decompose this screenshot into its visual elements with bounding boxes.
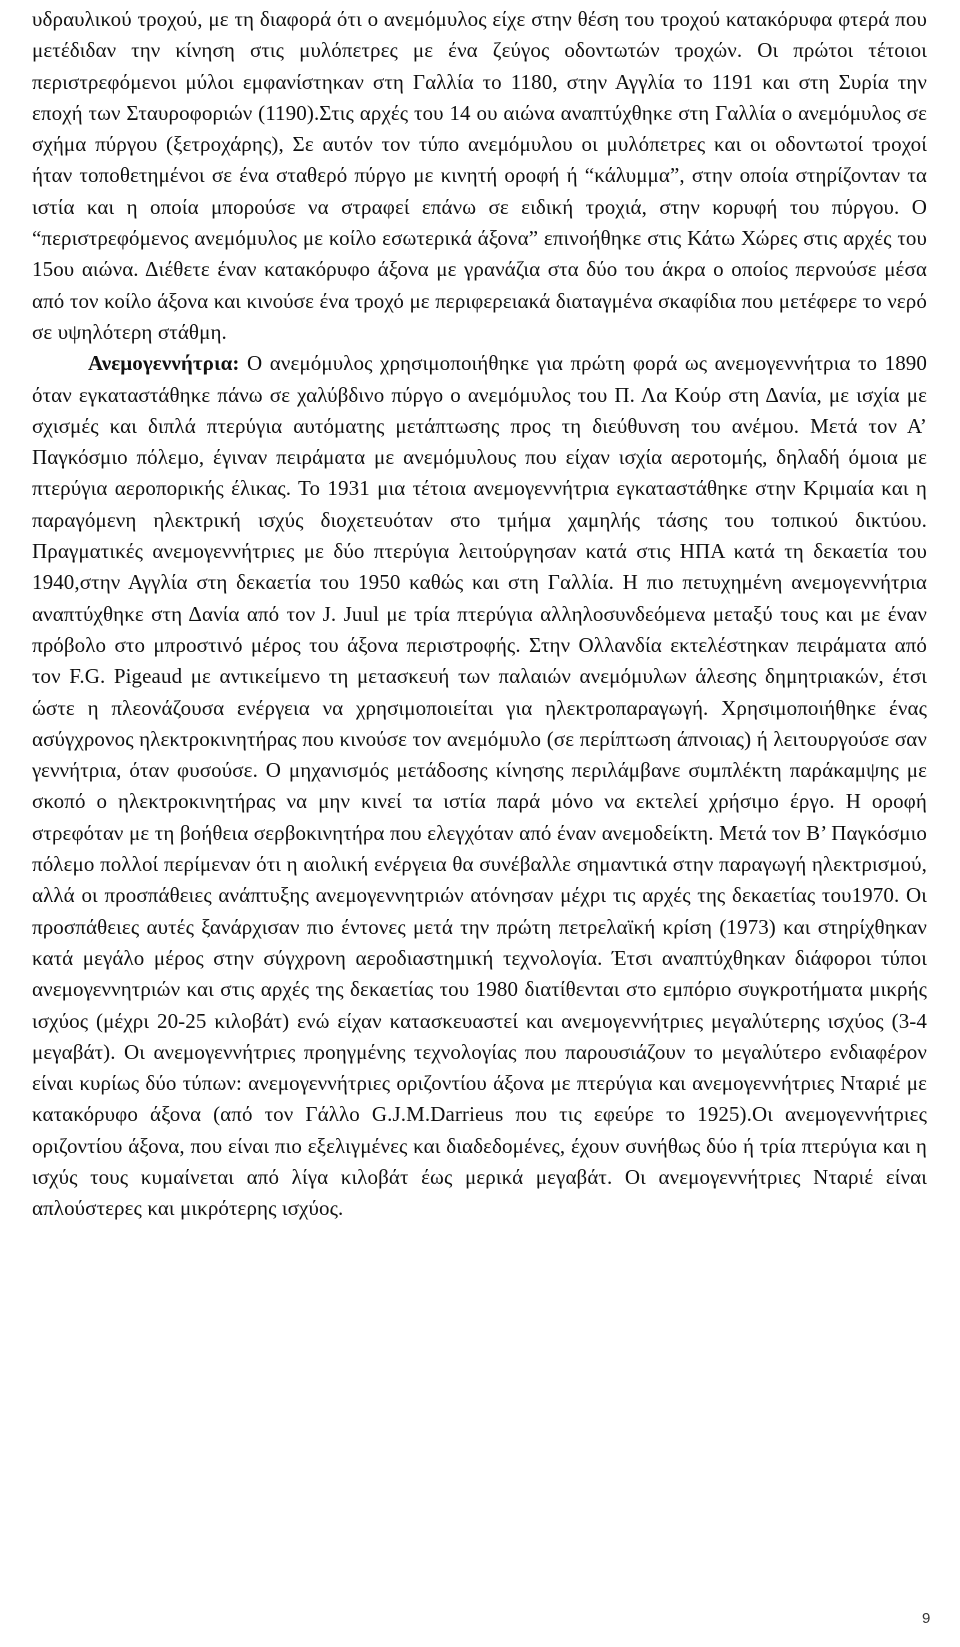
paragraph-wind-generator-text: Ο ανεμόμυλος χρησιμοποιήθηκε για πρώτη φορά ως ανεμογεννήτρια το 1890 όταν εγκαταστάθηκε πάνω σε χαλύβδινο πύργο ο ανεμόμυλος του Π. Λα Κούρ στη Δανία, με ισχία με σχισμές και διπλά πτερύγια αυτόματης μετάπτωσης προς τη διεύθυνση του ανέμου. Μετά τον Α’ Παγκόσμιο πόλεμο, έγιναν πειράματα με ανεμόμυλους που είχαν ισχία αεροτομής, δηλαδή όμοια με πτερύγια αεροπορικής έλικας. Το 1931 μια τέτοια ανεμογεννήτρια εγκαταστάθηκε στην Κριμαία και η παραγόμενη ηλεκτρική ισχύς διοχετευόταν στο τμήμα χαμηλής τάσης του τοπικού δικτύου. Πραγματικές ανεμογεννήτριες με δύο πτερύγια λειτούργησαν κατά στις ΗΠΑ κατά τη δεκαετία του 1940,στην Αγγλία στη δεκαετία του 1950 καθώς και στη Γαλλία. Η πιο πετυχημένη ανεμογεννήτρια αναπτύχθηκε στη Δανία από τον J. Juul με τρία πτερύγια αλληλοσυνδεόμενα μεταξύ τους και με έναν πρόβολο στο μπροστινό μέρος του άξονα περιστροφής. Στην Ολλανδία εκτελέστηκαν πειράματα από τον F.G. Pigeaud με αντικείμενο τη μετασκευή των παλαιών ανεμόμυλων άλεσης δημητριακών, έτσι ώστε η πλεονάζουσα ενέργεια να χρησιμοποιείται για ηλεκτροπαραγωγή. Χρησιμοποιήθηκε ένας ασύγχρονος ηλεκτροκινητήρας που κινούσε τον ανεμόμυλο (σε περίπτωση άπνοιας) ή λειτουργούσε σαν γεννήτρια, όταν φυσούσε. Ο μηχανισμός μετάδοσης κίνησης περιλάμβανε συμπλέκτη παράκαμψης με σκοπό ο ηλεκτροκινητήρας να μην κινεί τα ιστία παρά μόνο να εκτελεί χρήσιμο έργο. Η οροφή στρεφόταν με τη βοήθεια σερβοκινητήρα που ελεγχόταν από έναν ανεμοδείκτη. Μετά τον Β’ Παγκόσμιο πόλεμο πολλοί περίμεναν ότι η αιολική ενέργεια θα συνέβαλλε σημαντικά στην παραγωγή ηλεκτρισμού, αλλά οι προσπάθειες ανάπτυξης ανεμογεννητριών ατόνησαν μέχρι τις αρχές της δεκαετίας του1970. Οι προσπάθειες αυτές ξανάρχισαν πιο έντονες μετά την πρώτη πετρελαϊκή κρίση (1973) και στηρίχθηκαν κατά μεγάλο μέρος στην σύγχρονη αεροδιαστημική τεχνολογία. Έτσι αναπτύχθηκαν διάφοροι τύποι ανεμογεννητριών και στις αρχές της δεκαετίας του 1980 διατίθενται στο εμπόριο συγκροτήματα μικρής ισχύος (μέχρι 20-25 κιλοβάτ) ενώ είχαν κατασκευαστεί και ανεμογεννήτριες μεγαλύτερης ισχύος (3-4 μεγαβάτ). Οι ανεμογεννήτριες προηγμένης τεχνολογίας που παρουσιάζουν το μεγαλύτερο ενδιαφέρον είναι κυρίως δύο τύπων: ανεμογεννήτριες οριζοντίου άξονα με πτερύγια και ανεμογεννήτριες Νταριέ με κατακόρυφο άξονα (από τον Γάλλο G.J.M.Darrieus που τις εφεύρε το 1925).Οι ανεμογεννήτριες οριζοντίου άξονα, που είναι πιο εξελιγμένες και διαδεδομένες, έχουν συνήθως δύο ή τρία πτερύγια και η ισχύς τους κυμαίνεται από λίγα κιλοβάτ έως μερικά μεγαβάτ. Οι ανεμογεννήτριες Νταριέ είναι απλούστερες και μικρότερης ισχύος.	[32, 351, 927, 1221]
section-term-wind-generator: Ανεμογεννήτρια:	[88, 351, 240, 376]
document-body	[32, 4, 927, 1225]
paragraph-wind-generator	[32, 348, 927, 1224]
page-number: 9	[922, 1610, 931, 1627]
paragraph-windmill-history: υδραυλικού τροχού, με τη διαφορά ότι ο ανεμόμυλος είχε στην θέση του τροχού κατακόρυφα φτερά που μετέδιδαν την κίνηση στις μυλόπετρες με ένα ζεύγος οδοντωτών τροχών. Οι πρώτοι τέτοιοι περιστρεφόμενοι μύλοι εμφανίστηκαν στη Γαλλία το 1180, στην Αγγλία το 1191 και στη Συρία την εποχή των Σταυροφοριών (1190).Στις αρχές του 14 ου αιώνα αναπτύχθηκε στη Γαλλία ο ανεμόμυλος σε σχήμα πύργου (ξετροχάρης), Σε αυτόν τον τύπο ανεμόμυλου οι μυλόπετρες και οι οδοντωτοί τροχοί ήταν τοποθετημένοι σε ένα σταθερό πύργο με κινητή οροφή ή “κάλυμμα”, στην οποία στηρίζονταν τα ιστία και η οποία μπορούσε να στραφεί επάνω σε ειδική τροχιά, στην κορυφή του πύργου. Ο “περιστρεφόμενος ανεμόμυλος με κοίλο εσωτερικά άξονα” επινοήθηκε στις Κάτω Χώρες στις αρχές του 15ου αιώνα. Διέθετε έναν κατακόρυφο άξονα με γρανάζια στα δύο του άκρα ο οποίος περνούσε μέσα από τον κοίλο άξονα και κινούσε ένα τροχό με περιφερειακά διαταγμένα σκαφίδια που μετέφερε το νερό σε υψηλότερη στάθμη.	[32, 7, 927, 344]
